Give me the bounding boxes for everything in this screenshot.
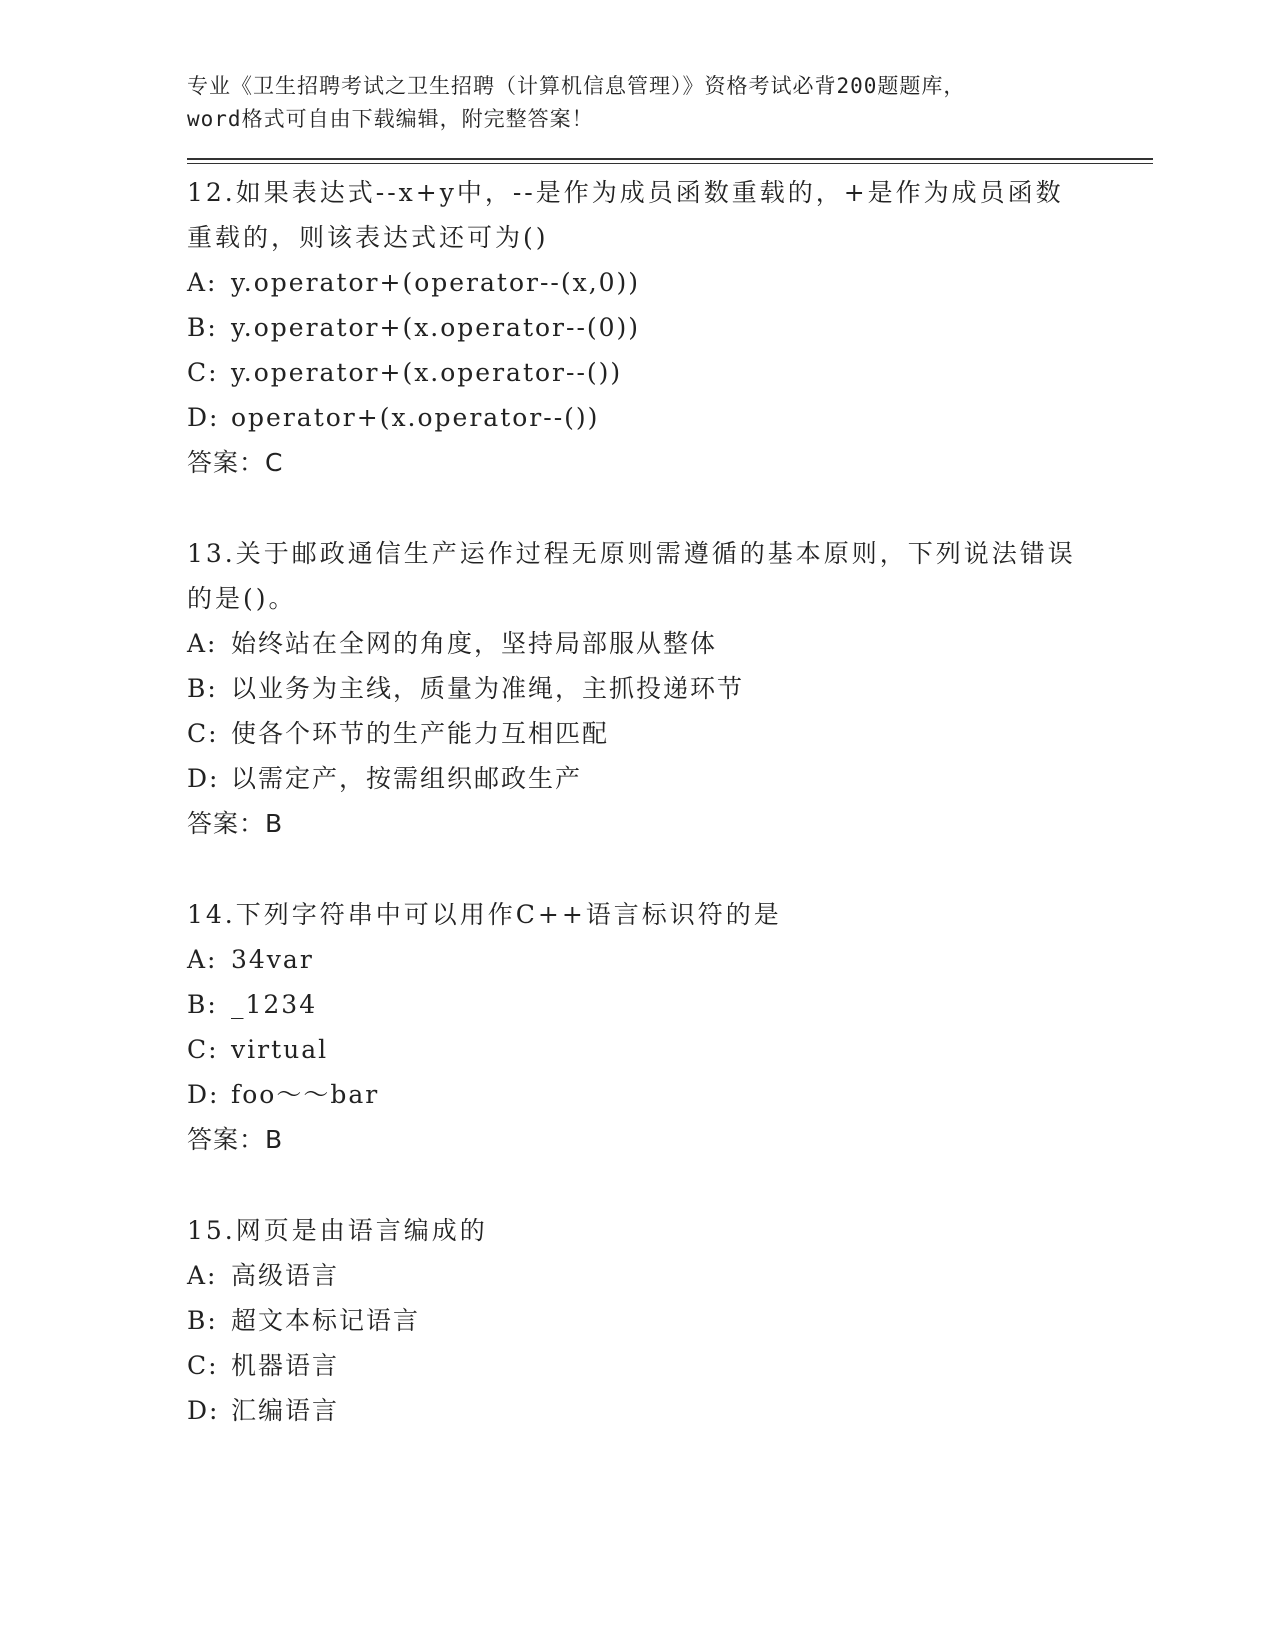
option-text: 高级语言 bbox=[231, 1261, 340, 1290]
header-title-line-2: word格式可自由下载编辑，附完整答案！ bbox=[187, 107, 594, 131]
answer-line: 答案：B bbox=[187, 809, 284, 838]
header-title-line-1: 专业《卫生招聘考试之卫生招聘（计算机信息管理）》资格考试必背200题题库， bbox=[187, 74, 966, 98]
option-key: A: bbox=[187, 629, 218, 658]
option-key: B: bbox=[187, 313, 218, 342]
question-stem: 12.如果表达式--x+y中，--是作为成员函数重载的，+是作为成员函数重载的，则该表达式还可为() bbox=[187, 178, 1064, 252]
question-stem: 14.下列字符串中可以用作C++语言标识符的是 bbox=[187, 900, 782, 929]
option-key: A: bbox=[187, 268, 218, 297]
option-text: virtual bbox=[231, 1035, 329, 1064]
option-key: B: bbox=[187, 990, 218, 1019]
option-key: A: bbox=[187, 1261, 218, 1290]
option-a bbox=[187, 621, 1153, 666]
option-key: A: bbox=[187, 945, 218, 974]
option-c bbox=[187, 1343, 1153, 1388]
header-divider bbox=[187, 158, 1153, 164]
option-text: 以业务为主线，质量为准绳，主抓投递环节 bbox=[231, 674, 745, 703]
option-a bbox=[187, 260, 1153, 305]
question-stem: 15.网页是由语言编成的 bbox=[187, 1216, 488, 1245]
option-a bbox=[187, 1253, 1153, 1298]
option-text: y.operator+(x.operator--(0)) bbox=[231, 313, 641, 342]
document-page bbox=[187, 70, 1153, 1479]
question-12 bbox=[187, 170, 1153, 485]
option-key: C: bbox=[187, 1351, 219, 1380]
option-key: B: bbox=[187, 1306, 218, 1335]
option-text: 以需定产，按需组织邮政生产 bbox=[231, 764, 583, 793]
question-13 bbox=[187, 531, 1153, 846]
option-text: _1234 bbox=[231, 990, 318, 1019]
option-key: D: bbox=[187, 403, 220, 432]
option-key: D: bbox=[187, 1080, 220, 1109]
option-c bbox=[187, 350, 1153, 395]
option-key: C: bbox=[187, 1035, 219, 1064]
option-key: C: bbox=[187, 719, 219, 748]
question-14 bbox=[187, 892, 1153, 1162]
question-stem: 13.关于邮政通信生产运作过程无原则需遵循的基本原则，下列说法错误的是()。 bbox=[187, 539, 1076, 613]
option-text: y.operator+(x.operator--()) bbox=[231, 358, 623, 387]
question-list bbox=[187, 170, 1153, 1433]
option-text: 34var bbox=[231, 945, 314, 974]
option-text: 超文本标记语言 bbox=[231, 1306, 421, 1335]
option-key: B: bbox=[187, 674, 218, 703]
option-text: 始终站在全网的角度，坚持局部服从整体 bbox=[231, 629, 718, 658]
option-text: operator+(x.operator--()) bbox=[231, 403, 600, 432]
option-text: 机器语言 bbox=[231, 1351, 340, 1380]
option-text: 使各个环节的生产能力互相匹配 bbox=[231, 719, 610, 748]
option-a bbox=[187, 937, 1153, 982]
option-d bbox=[187, 1072, 1153, 1117]
option-key: D: bbox=[187, 1396, 220, 1425]
option-c bbox=[187, 711, 1153, 756]
option-key: D: bbox=[187, 764, 220, 793]
option-d bbox=[187, 756, 1153, 801]
option-text: 汇编语言 bbox=[231, 1396, 340, 1425]
question-15 bbox=[187, 1208, 1153, 1433]
option-key: C: bbox=[187, 358, 219, 387]
option-text: foo～～bar bbox=[231, 1080, 380, 1109]
option-d bbox=[187, 395, 1153, 440]
option-b bbox=[187, 1298, 1153, 1343]
option-b bbox=[187, 305, 1153, 350]
option-b bbox=[187, 666, 1153, 711]
answer-line: 答案：C bbox=[187, 448, 284, 477]
document-header bbox=[187, 70, 1153, 136]
option-d bbox=[187, 1388, 1153, 1433]
option-c bbox=[187, 1027, 1153, 1072]
answer-line: 答案：B bbox=[187, 1125, 284, 1154]
option-b bbox=[187, 982, 1153, 1027]
option-text: y.operator+(operator--(x,0)) bbox=[231, 268, 641, 297]
